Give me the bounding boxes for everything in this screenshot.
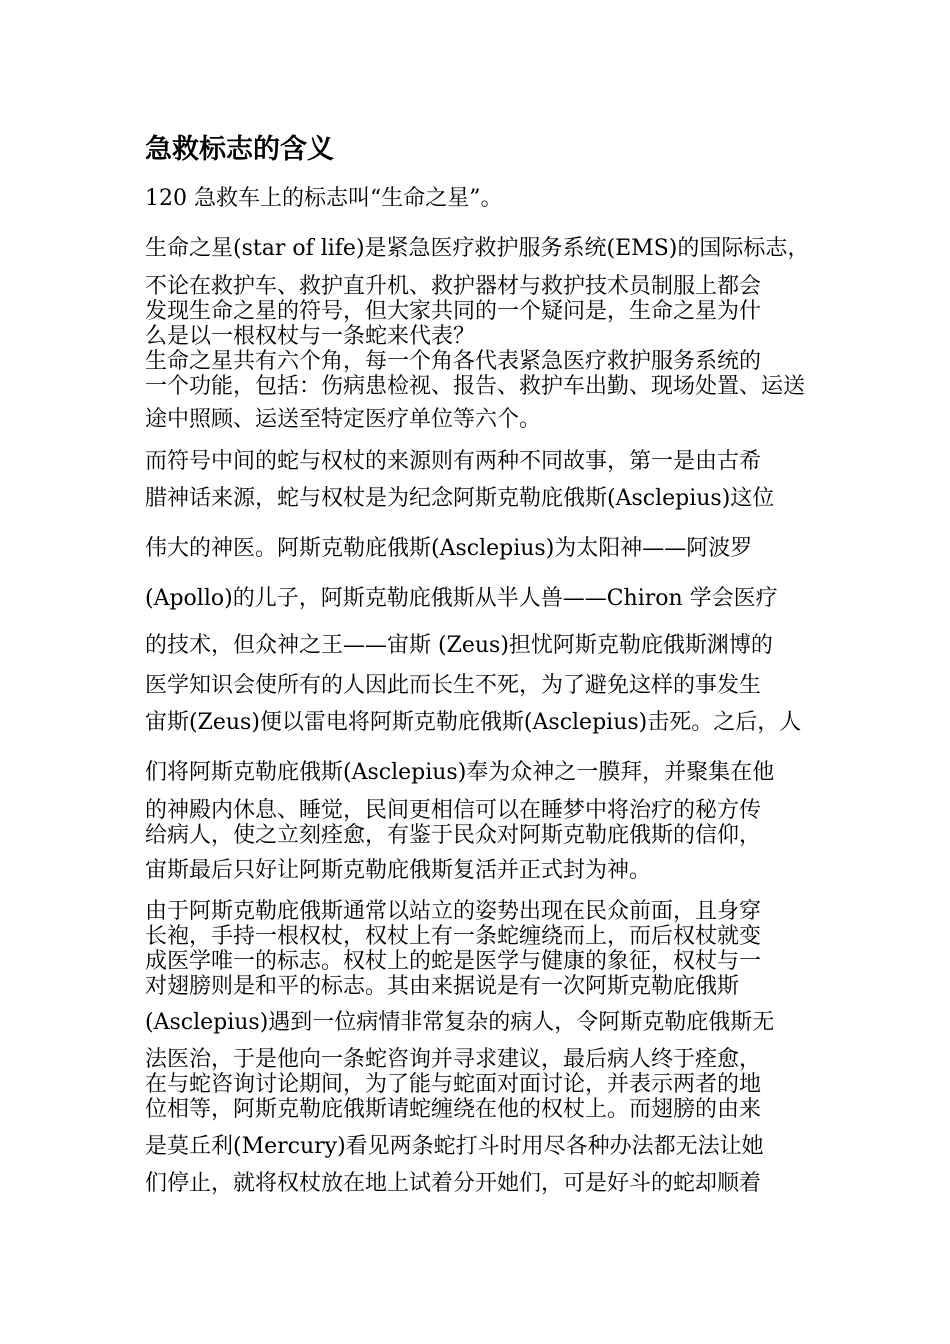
text-line: 途中照顾、运送至特定医疗单位等六个。 xyxy=(145,407,542,432)
text-line: 么是以一根权杖与一条蛇来代表？ xyxy=(145,324,476,349)
text-line: 宙斯最后只好让阿斯克勒庇俄斯复活并正式封为神。 xyxy=(145,858,652,883)
text-line: 不论在救护车、救护直升机、救护器材与救护技术员制服上都会 xyxy=(145,274,762,299)
text-line: 发现生命之星的符号，但大家共同的一个疑问是，生命之星为什 xyxy=(145,299,762,324)
text-line: 的神殿内休息、睡觉，民间更相信可以在睡梦中将治疗的秘方传 xyxy=(145,798,762,823)
text-line: 成医学唯一的标志。权杖上的蛇是医学与健康的象征，权杖与一 xyxy=(145,949,762,974)
text-line: 由于阿斯克勒庇俄斯通常以站立的姿势出现在民众前面，且身穿 xyxy=(145,899,762,924)
text-line: 而符号中间的蛇与权杖的来源则有两种不同故事，第一是由古希 xyxy=(145,449,762,474)
text-line: (Asclepius)遇到一位病情非常复杂的病人，令阿斯克勒庇俄斯无 xyxy=(145,1010,775,1035)
text-line: 伟大的神医。阿斯克勒庇俄斯(Asclepius)为太阳神——阿波罗 xyxy=(145,536,753,561)
text-line: 生命之星(star of life)是紧急医疗救护服务系统(EMS)的国际标志， xyxy=(145,236,810,261)
text-line: 腊神话来源，蛇与权杖是为纪念阿斯克勒庇俄斯(Asclepius)这位 xyxy=(145,486,775,511)
text-line: 一个功能，包括：伤病患检视、报告、救护车出勤、现场处置、运送 xyxy=(145,374,806,399)
text-line: 的技术，但众神之王——宙斯 (Zeus)担忧阿斯克勒庇俄斯渊博的 xyxy=(145,633,773,658)
text-line: 是莫丘利(Mercury)看见两条蛇打斗时用尽各种办法都无法让她 xyxy=(145,1134,764,1159)
text-line: 宙斯(Zeus)便以雷电将阿斯克勒庇俄斯(Asclepius)击死。之后，人 xyxy=(145,710,802,735)
text-line: 位相等，阿斯克勒庇俄斯请蛇缠绕在他的权杖上。而翅膀的由来 xyxy=(145,1097,762,1122)
text-line: 在与蛇咨询讨论期间，为了能与蛇面对面讨论，并表示两者的地 xyxy=(145,1072,762,1097)
document-title: 急救标志的含义 xyxy=(145,134,334,165)
text-line: 对翅膀则是和平的标志。其由来据说是有一次阿斯克勒庇俄斯 xyxy=(145,974,740,999)
text-line: 给病人，使之立刻痊愈，有鉴于民众对阿斯克勒庇俄斯的信仰， xyxy=(145,823,762,848)
text-line: 们将阿斯克勒庇俄斯(Asclepius)奉为众神之一膜拜，并聚集在他 xyxy=(145,760,775,785)
text-line: 医学知识会使所有的人因此而长生不死，为了避免这样的事发生 xyxy=(145,673,762,698)
text-line: (Apollo)的儿子，阿斯克勒庇俄斯从半人兽——Chiron 学会医疗 xyxy=(145,586,778,611)
text-line: 120 急救车上的标志叫“生命之星”。 xyxy=(145,186,503,211)
text-line: 生命之星共有六个角，每一个角各代表紧急医疗救护服务系统的 xyxy=(145,349,762,374)
text-line: 们停止，就将权杖放在地上试着分开她们，可是好斗的蛇却顺着 xyxy=(145,1171,762,1196)
text-line: 长袍，手持一根权杖，权杖上有一条蛇缠绕而上，而后权杖就变 xyxy=(145,924,762,949)
text-line: 法医治，于是他向一条蛇咨询并寻求建议，最后病人终于痊愈， xyxy=(145,1047,762,1072)
